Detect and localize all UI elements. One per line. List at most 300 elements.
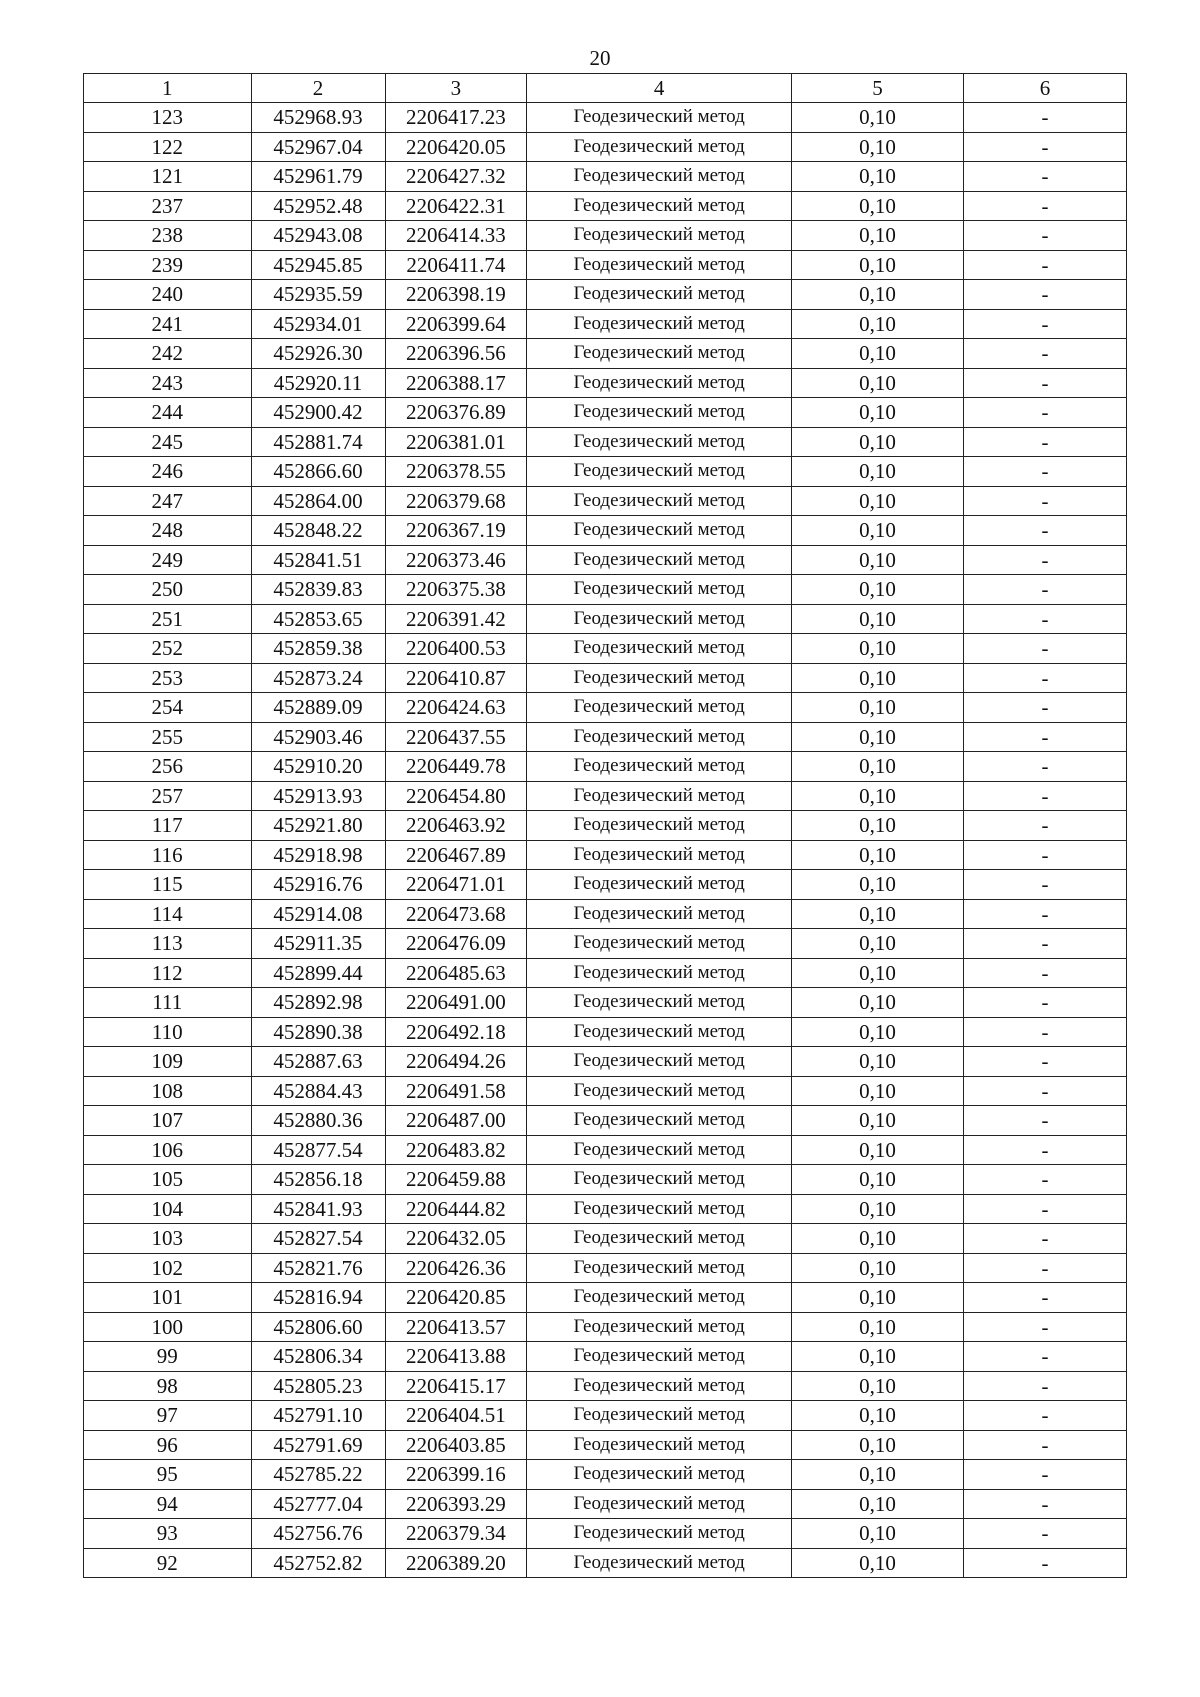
table-row (84, 958, 1127, 988)
accuracy-cell: 0,10 (791, 811, 963, 841)
note-cell: - (963, 899, 1126, 929)
accuracy-cell: 0,10 (791, 988, 963, 1018)
x-coordinate-cell: 452848.22 (251, 516, 385, 546)
method-cell: Геодезический метод (527, 162, 792, 192)
note-cell: - (963, 398, 1126, 428)
table-row (84, 1401, 1127, 1431)
table-row (84, 1312, 1127, 1342)
y-coordinate-cell: 2206471.01 (385, 870, 527, 900)
table-row (84, 634, 1127, 664)
note-cell: - (963, 1135, 1126, 1165)
note-cell: - (963, 1548, 1126, 1578)
table-row (84, 988, 1127, 1018)
note-cell: - (963, 1401, 1126, 1431)
table-row (84, 368, 1127, 398)
method-cell: Геодезический метод (527, 604, 792, 634)
accuracy-cell: 0,10 (791, 634, 963, 664)
note-cell: - (963, 1224, 1126, 1254)
table-header-row (84, 74, 1127, 103)
method-cell: Геодезический метод (527, 1519, 792, 1549)
x-coordinate-cell: 452889.09 (251, 693, 385, 723)
point-number-cell: 247 (84, 486, 252, 516)
y-coordinate-cell: 2206393.29 (385, 1489, 527, 1519)
x-coordinate-cell: 452821.76 (251, 1253, 385, 1283)
coordinates-table (83, 73, 1127, 1578)
method-cell: Геодезический метод (527, 486, 792, 516)
note-cell: - (963, 634, 1126, 664)
note-cell: - (963, 221, 1126, 251)
method-cell: Геодезический метод (527, 132, 792, 162)
y-coordinate-cell: 2206400.53 (385, 634, 527, 664)
note-cell: - (963, 1283, 1126, 1313)
accuracy-cell: 0,10 (791, 958, 963, 988)
note-cell: - (963, 781, 1126, 811)
x-coordinate-cell: 452856.18 (251, 1165, 385, 1195)
note-cell: - (963, 191, 1126, 221)
note-cell: - (963, 693, 1126, 723)
column-header: 5 (791, 74, 963, 103)
point-number-cell: 115 (84, 870, 252, 900)
y-coordinate-cell: 2206492.18 (385, 1017, 527, 1047)
column-header: 1 (84, 74, 252, 103)
note-cell: - (963, 132, 1126, 162)
point-number-cell: 251 (84, 604, 252, 634)
note-cell: - (963, 103, 1126, 133)
accuracy-cell: 0,10 (791, 722, 963, 752)
accuracy-cell: 0,10 (791, 899, 963, 929)
y-coordinate-cell: 2206483.82 (385, 1135, 527, 1165)
note-cell: - (963, 575, 1126, 605)
accuracy-cell: 0,10 (791, 1283, 963, 1313)
accuracy-cell: 0,10 (791, 1430, 963, 1460)
point-number-cell: 96 (84, 1430, 252, 1460)
x-coordinate-cell: 452952.48 (251, 191, 385, 221)
table-row (84, 722, 1127, 752)
y-coordinate-cell: 2206411.74 (385, 250, 527, 280)
table-row (84, 604, 1127, 634)
method-cell: Геодезический метод (527, 1194, 792, 1224)
point-number-cell: 248 (84, 516, 252, 546)
x-coordinate-cell: 452967.04 (251, 132, 385, 162)
accuracy-cell: 0,10 (791, 870, 963, 900)
x-coordinate-cell: 452892.98 (251, 988, 385, 1018)
y-coordinate-cell: 2206476.09 (385, 929, 527, 959)
table-row (84, 516, 1127, 546)
y-coordinate-cell: 2206388.17 (385, 368, 527, 398)
y-coordinate-cell: 2206459.88 (385, 1165, 527, 1195)
accuracy-cell: 0,10 (791, 604, 963, 634)
point-number-cell: 99 (84, 1342, 252, 1372)
method-cell: Геодезический метод (527, 516, 792, 546)
accuracy-cell: 0,10 (791, 486, 963, 516)
x-coordinate-cell: 452934.01 (251, 309, 385, 339)
x-coordinate-cell: 452943.08 (251, 221, 385, 251)
y-coordinate-cell: 2206396.56 (385, 339, 527, 369)
accuracy-cell: 0,10 (791, 250, 963, 280)
x-coordinate-cell: 452805.23 (251, 1371, 385, 1401)
point-number-cell: 244 (84, 398, 252, 428)
note-cell: - (963, 1371, 1126, 1401)
x-coordinate-cell: 452910.20 (251, 752, 385, 782)
point-number-cell: 111 (84, 988, 252, 1018)
accuracy-cell: 0,10 (791, 191, 963, 221)
point-number-cell: 114 (84, 899, 252, 929)
accuracy-cell: 0,10 (791, 1489, 963, 1519)
x-coordinate-cell: 452785.22 (251, 1460, 385, 1490)
table-row (84, 339, 1127, 369)
point-number-cell: 109 (84, 1047, 252, 1077)
method-cell: Геодезический метод (527, 1312, 792, 1342)
table-row (84, 840, 1127, 870)
table-row (84, 693, 1127, 723)
point-number-cell: 93 (84, 1519, 252, 1549)
x-coordinate-cell: 452791.69 (251, 1430, 385, 1460)
point-number-cell: 256 (84, 752, 252, 782)
note-cell: - (963, 457, 1126, 487)
x-coordinate-cell: 452913.93 (251, 781, 385, 811)
x-coordinate-cell: 452806.60 (251, 1312, 385, 1342)
method-cell: Геодезический метод (527, 1342, 792, 1372)
accuracy-cell: 0,10 (791, 427, 963, 457)
x-coordinate-cell: 452816.94 (251, 1283, 385, 1313)
x-coordinate-cell: 452752.82 (251, 1548, 385, 1578)
x-coordinate-cell: 452777.04 (251, 1489, 385, 1519)
point-number-cell: 241 (84, 309, 252, 339)
x-coordinate-cell: 452916.76 (251, 870, 385, 900)
table-row (84, 486, 1127, 516)
point-number-cell: 106 (84, 1135, 252, 1165)
accuracy-cell: 0,10 (791, 162, 963, 192)
y-coordinate-cell: 2206444.82 (385, 1194, 527, 1224)
point-number-cell: 123 (84, 103, 252, 133)
table-row (84, 545, 1127, 575)
note-cell: - (963, 1194, 1126, 1224)
x-coordinate-cell: 452756.76 (251, 1519, 385, 1549)
method-cell: Геодезический метод (527, 811, 792, 841)
accuracy-cell: 0,10 (791, 575, 963, 605)
y-coordinate-cell: 2206437.55 (385, 722, 527, 752)
note-cell: - (963, 811, 1126, 841)
point-number-cell: 101 (84, 1283, 252, 1313)
table-row (84, 1519, 1127, 1549)
y-coordinate-cell: 2206420.05 (385, 132, 527, 162)
x-coordinate-cell: 452890.38 (251, 1017, 385, 1047)
method-cell: Геодезический метод (527, 752, 792, 782)
y-coordinate-cell: 2206467.89 (385, 840, 527, 870)
note-cell: - (963, 929, 1126, 959)
point-number-cell: 108 (84, 1076, 252, 1106)
method-cell: Геодезический метод (527, 545, 792, 575)
note-cell: - (963, 1106, 1126, 1136)
x-coordinate-cell: 452841.51 (251, 545, 385, 575)
method-cell: Геодезический метод (527, 1371, 792, 1401)
note-cell: - (963, 250, 1126, 280)
accuracy-cell: 0,10 (791, 1076, 963, 1106)
table-row (84, 1283, 1127, 1313)
y-coordinate-cell: 2206463.92 (385, 811, 527, 841)
method-cell: Геодезический метод (527, 191, 792, 221)
x-coordinate-cell: 452935.59 (251, 280, 385, 310)
table-row (84, 1224, 1127, 1254)
accuracy-cell: 0,10 (791, 840, 963, 870)
y-coordinate-cell: 2206491.00 (385, 988, 527, 1018)
x-coordinate-cell: 452864.00 (251, 486, 385, 516)
accuracy-cell: 0,10 (791, 1047, 963, 1077)
y-coordinate-cell: 2206410.87 (385, 663, 527, 693)
note-cell: - (963, 339, 1126, 369)
method-cell: Геодезический метод (527, 250, 792, 280)
y-coordinate-cell: 2206378.55 (385, 457, 527, 487)
y-coordinate-cell: 2206389.20 (385, 1548, 527, 1578)
y-coordinate-cell: 2206494.26 (385, 1047, 527, 1077)
method-cell: Геодезический метод (527, 1135, 792, 1165)
y-coordinate-cell: 2206379.68 (385, 486, 527, 516)
accuracy-cell: 0,10 (791, 781, 963, 811)
note-cell: - (963, 1017, 1126, 1047)
table-row (84, 1489, 1127, 1519)
y-coordinate-cell: 2206491.58 (385, 1076, 527, 1106)
point-number-cell: 255 (84, 722, 252, 752)
y-coordinate-cell: 2206487.00 (385, 1106, 527, 1136)
note-cell: - (963, 1460, 1126, 1490)
accuracy-cell: 0,10 (791, 339, 963, 369)
note-cell: - (963, 1312, 1126, 1342)
x-coordinate-cell: 452827.54 (251, 1224, 385, 1254)
table-row (84, 398, 1127, 428)
table-row (84, 575, 1127, 605)
y-coordinate-cell: 2206381.01 (385, 427, 527, 457)
column-header: 6 (963, 74, 1126, 103)
method-cell: Геодезический метод (527, 457, 792, 487)
accuracy-cell: 0,10 (791, 1165, 963, 1195)
table-row (84, 1430, 1127, 1460)
method-cell: Геодезический метод (527, 1047, 792, 1077)
table-row (84, 1371, 1127, 1401)
method-cell: Геодезический метод (527, 1460, 792, 1490)
method-cell: Геодезический метод (527, 1076, 792, 1106)
point-number-cell: 95 (84, 1460, 252, 1490)
point-number-cell: 245 (84, 427, 252, 457)
point-number-cell: 94 (84, 1489, 252, 1519)
y-coordinate-cell: 2206485.63 (385, 958, 527, 988)
point-number-cell: 102 (84, 1253, 252, 1283)
x-coordinate-cell: 452806.34 (251, 1342, 385, 1372)
x-coordinate-cell: 452920.11 (251, 368, 385, 398)
accuracy-cell: 0,10 (791, 1135, 963, 1165)
method-cell: Геодезический метод (527, 781, 792, 811)
x-coordinate-cell: 452873.24 (251, 663, 385, 693)
accuracy-cell: 0,10 (791, 1312, 963, 1342)
accuracy-cell: 0,10 (791, 752, 963, 782)
point-number-cell: 112 (84, 958, 252, 988)
table-row (84, 663, 1127, 693)
y-coordinate-cell: 2206415.17 (385, 1371, 527, 1401)
method-cell: Геодезический метод (527, 693, 792, 723)
x-coordinate-cell: 452918.98 (251, 840, 385, 870)
method-cell: Геодезический метод (527, 929, 792, 959)
x-coordinate-cell: 452911.35 (251, 929, 385, 959)
table-row (84, 191, 1127, 221)
accuracy-cell: 0,10 (791, 516, 963, 546)
x-coordinate-cell: 452968.93 (251, 103, 385, 133)
accuracy-cell: 0,10 (791, 1253, 963, 1283)
table-row (84, 1047, 1127, 1077)
table-row (84, 427, 1127, 457)
y-coordinate-cell: 2206413.88 (385, 1342, 527, 1372)
page-number: 20 (589, 46, 611, 70)
note-cell: - (963, 162, 1126, 192)
accuracy-cell: 0,10 (791, 1548, 963, 1578)
point-number-cell: 121 (84, 162, 252, 192)
method-cell: Геодезический метод (527, 1224, 792, 1254)
point-number-cell: 239 (84, 250, 252, 280)
x-coordinate-cell: 452866.60 (251, 457, 385, 487)
y-coordinate-cell: 2206417.23 (385, 103, 527, 133)
y-coordinate-cell: 2206454.80 (385, 781, 527, 811)
note-cell: - (963, 1253, 1126, 1283)
point-number-cell: 249 (84, 545, 252, 575)
method-cell: Геодезический метод (527, 309, 792, 339)
y-coordinate-cell: 2206379.34 (385, 1519, 527, 1549)
point-number-cell: 100 (84, 1312, 252, 1342)
x-coordinate-cell: 452884.43 (251, 1076, 385, 1106)
accuracy-cell: 0,10 (791, 1401, 963, 1431)
x-coordinate-cell: 452903.46 (251, 722, 385, 752)
point-number-cell: 104 (84, 1194, 252, 1224)
y-coordinate-cell: 2206399.16 (385, 1460, 527, 1490)
x-coordinate-cell: 452945.85 (251, 250, 385, 280)
table-row (84, 1253, 1127, 1283)
table-row (84, 250, 1127, 280)
table-row (84, 1017, 1127, 1047)
table-body (84, 103, 1127, 1578)
accuracy-cell: 0,10 (791, 929, 963, 959)
table-row (84, 1460, 1127, 1490)
method-cell: Геодезический метод (527, 899, 792, 929)
y-coordinate-cell: 2206399.64 (385, 309, 527, 339)
accuracy-cell: 0,10 (791, 1224, 963, 1254)
point-number-cell: 240 (84, 280, 252, 310)
table-row (84, 221, 1127, 251)
method-cell: Геодезический метод (527, 427, 792, 457)
note-cell: - (963, 870, 1126, 900)
table-row (84, 1342, 1127, 1372)
method-cell: Геодезический метод (527, 280, 792, 310)
note-cell: - (963, 486, 1126, 516)
accuracy-cell: 0,10 (791, 132, 963, 162)
method-cell: Геодезический метод (527, 398, 792, 428)
point-number-cell: 254 (84, 693, 252, 723)
note-cell: - (963, 663, 1126, 693)
table-row (84, 929, 1127, 959)
point-number-cell: 252 (84, 634, 252, 664)
point-number-cell: 117 (84, 811, 252, 841)
method-cell: Геодезический метод (527, 1430, 792, 1460)
y-coordinate-cell: 2206426.36 (385, 1253, 527, 1283)
note-cell: - (963, 427, 1126, 457)
accuracy-cell: 0,10 (791, 280, 963, 310)
table-row (84, 1076, 1127, 1106)
accuracy-cell: 0,10 (791, 398, 963, 428)
method-cell: Геодезический метод (527, 1489, 792, 1519)
x-coordinate-cell: 452914.08 (251, 899, 385, 929)
method-cell: Геодезический метод (527, 1253, 792, 1283)
table-row (84, 781, 1127, 811)
method-cell: Геодезический метод (527, 722, 792, 752)
point-number-cell: 92 (84, 1548, 252, 1578)
y-coordinate-cell: 2206375.38 (385, 575, 527, 605)
x-coordinate-cell: 452859.38 (251, 634, 385, 664)
point-number-cell: 113 (84, 929, 252, 959)
y-coordinate-cell: 2206413.57 (385, 1312, 527, 1342)
y-coordinate-cell: 2206449.78 (385, 752, 527, 782)
column-header: 2 (251, 74, 385, 103)
table-row (84, 280, 1127, 310)
method-cell: Геодезический метод (527, 958, 792, 988)
x-coordinate-cell: 452900.42 (251, 398, 385, 428)
method-cell: Геодезический метод (527, 1401, 792, 1431)
x-coordinate-cell: 452961.79 (251, 162, 385, 192)
note-cell: - (963, 604, 1126, 634)
table-row (84, 1106, 1127, 1136)
note-cell: - (963, 1489, 1126, 1519)
note-cell: - (963, 840, 1126, 870)
x-coordinate-cell: 452853.65 (251, 604, 385, 634)
method-cell: Геодезический метод (527, 103, 792, 133)
note-cell: - (963, 1430, 1126, 1460)
y-coordinate-cell: 2206473.68 (385, 899, 527, 929)
column-header: 4 (527, 74, 792, 103)
accuracy-cell: 0,10 (791, 368, 963, 398)
table-row (84, 309, 1127, 339)
method-cell: Геодезический метод (527, 1548, 792, 1578)
note-cell: - (963, 309, 1126, 339)
note-cell: - (963, 1165, 1126, 1195)
y-coordinate-cell: 2206414.33 (385, 221, 527, 251)
accuracy-cell: 0,10 (791, 103, 963, 133)
x-coordinate-cell: 452791.10 (251, 1401, 385, 1431)
note-cell: - (963, 545, 1126, 575)
note-cell: - (963, 280, 1126, 310)
accuracy-cell: 0,10 (791, 221, 963, 251)
point-number-cell: 246 (84, 457, 252, 487)
accuracy-cell: 0,10 (791, 1194, 963, 1224)
point-number-cell: 122 (84, 132, 252, 162)
x-coordinate-cell: 452877.54 (251, 1135, 385, 1165)
accuracy-cell: 0,10 (791, 545, 963, 575)
x-coordinate-cell: 452881.74 (251, 427, 385, 457)
table-row (84, 457, 1127, 487)
x-coordinate-cell: 452839.83 (251, 575, 385, 605)
method-cell: Геодезический метод (527, 634, 792, 664)
point-number-cell: 103 (84, 1224, 252, 1254)
note-cell: - (963, 1076, 1126, 1106)
point-number-cell: 105 (84, 1165, 252, 1195)
y-coordinate-cell: 2206427.32 (385, 162, 527, 192)
x-coordinate-cell: 452899.44 (251, 958, 385, 988)
point-number-cell: 238 (84, 221, 252, 251)
y-coordinate-cell: 2206432.05 (385, 1224, 527, 1254)
y-coordinate-cell: 2206403.85 (385, 1430, 527, 1460)
accuracy-cell: 0,10 (791, 309, 963, 339)
accuracy-cell: 0,10 (791, 1460, 963, 1490)
y-coordinate-cell: 2206422.31 (385, 191, 527, 221)
accuracy-cell: 0,10 (791, 1342, 963, 1372)
y-coordinate-cell: 2206398.19 (385, 280, 527, 310)
point-number-cell: 243 (84, 368, 252, 398)
accuracy-cell: 0,10 (791, 1371, 963, 1401)
accuracy-cell: 0,10 (791, 457, 963, 487)
